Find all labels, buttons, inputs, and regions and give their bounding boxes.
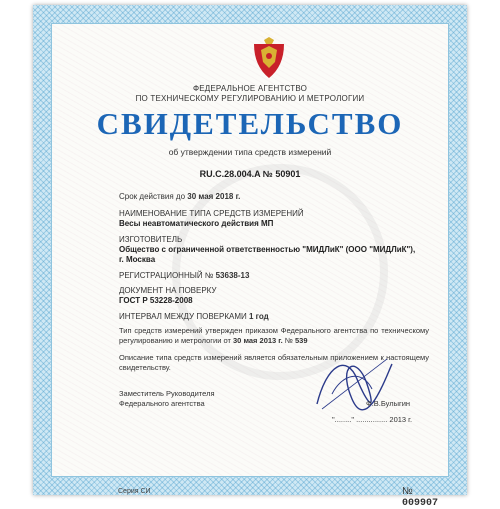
document-subtitle: об утверждении типа средств измерений bbox=[168, 147, 332, 157]
agency-line-1: ФЕДЕРАЛЬНОЕ АГЕНТСТВО bbox=[192, 84, 308, 93]
certificate-reg-number: RU.C.28.004.A № 50901 bbox=[199, 169, 301, 179]
interval-value: 1 год bbox=[248, 312, 269, 321]
manufacturer-value-2: г. Москва bbox=[119, 255, 156, 264]
form-number-value: 009907 bbox=[402, 498, 439, 509]
certificate-page bbox=[33, 5, 467, 509]
registration-row bbox=[119, 271, 249, 280]
validity-row bbox=[119, 192, 240, 201]
approval-date: 30 мая 2013 г. bbox=[233, 336, 283, 345]
approval-paragraph bbox=[119, 326, 429, 346]
signature-icon bbox=[307, 344, 397, 424]
form-series: Серия СИ bbox=[118, 488, 151, 495]
form-number bbox=[402, 486, 448, 509]
manufacturer-value-1: Общество с ограниченной ответственностью "МИДЛиК" (ООО "МИДЛиК"), bbox=[119, 245, 416, 254]
verification-doc-label: ДОКУМЕНТ НА ПОВЕРКУ bbox=[119, 286, 217, 295]
interval-label: ИНТЕРВАЛ МЕЖДУ ПОВЕРКАМИ bbox=[119, 312, 247, 321]
signatory-name: Ф.В.Булыгин bbox=[366, 399, 411, 408]
registration-value: 53638-13 bbox=[215, 271, 250, 280]
verification-doc-value: ГОСТ Р 53228-2008 bbox=[119, 296, 193, 305]
registration-label: РЕГИСТРАЦИОННЫЙ № bbox=[119, 271, 214, 280]
interval-row bbox=[119, 312, 269, 321]
validity-label: Срок действия до bbox=[119, 192, 186, 201]
agency-line-2: ПО ТЕХНИЧЕСКОМУ РЕГУЛИРОВАНИЮ И МЕТРОЛОГИИ bbox=[135, 94, 365, 103]
signatory-title-line-1: Заместитель Руководителя bbox=[119, 389, 215, 398]
signatory-title bbox=[119, 389, 215, 409]
agency-header bbox=[52, 84, 448, 104]
certificate-body bbox=[51, 23, 449, 509]
signature-date: "........" ............... 2013 г. bbox=[332, 415, 413, 424]
approval-text: Тип средств измерений утвержден приказом Федерального агентства по техническому регулированию и метрологии от bbox=[119, 326, 429, 345]
instrument-name-value: Весы неавтоматического действия МП bbox=[119, 219, 274, 228]
approval-number-sign: № bbox=[284, 336, 293, 345]
validity-value: 30 мая 2018 г. bbox=[187, 192, 241, 201]
instrument-name-label: НАИМЕНОВАНИЕ ТИПА СРЕДСТВ ИЗМЕРЕНИЙ bbox=[119, 209, 304, 218]
document-title: СВИДЕТЕЛЬСТВО bbox=[96, 106, 404, 141]
coat-of-arms-icon bbox=[250, 36, 288, 80]
approval-number: 539 bbox=[294, 336, 308, 345]
form-number-label: № bbox=[402, 486, 413, 497]
manufacturer-label: ИЗГОТОВИТЕЛЬ bbox=[119, 235, 183, 244]
description-paragraph: Описание типа средств измерений является обязательным приложением к настоящему свидетельству. bbox=[119, 353, 429, 372]
signatory-title-line-2: Федерального агентства bbox=[119, 399, 205, 408]
